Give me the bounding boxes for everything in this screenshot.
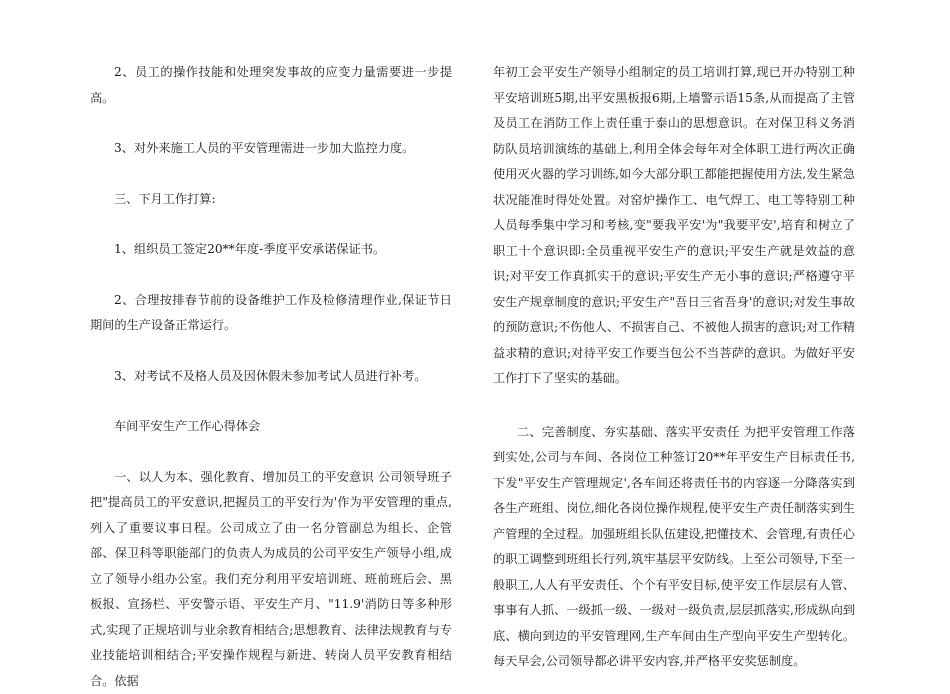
paragraph-contractors: 3、对外来施工人员的平安管理需进一步加大监控力度。	[90, 136, 452, 162]
paragraph-plan-1: 1、组织员工签定20**年度-季度平安承诺保证书。	[90, 237, 452, 263]
right-column	[493, 60, 855, 675]
paragraph-people-first: 一、以人为本、强化教育、增加员工的平安意识 公司领导班子把"提高员工的平安意识,把握员工的平安行为'作为平安管理的重点,列入了重要议事日程。公司成立了由一名分管副总为组长、企管部、保卫科等职能部门的负责人为成员的公司平安生产领导小组,成立了领导小组办公室。我们充分利用平安培训班、班前班后会、黑板报、宣扬栏、平安警示语、平安生产月、"11.9'消防日等多种形式,实现了正规培训与业余教育相结合;思想教育、法律法规教育与专业技能培训相结合;平安操作规程与新进、转岗人员平安教育相结合。依据	[90, 465, 452, 694]
paragraph-responsibility: 二、完善制度、夯实基础、落实平安责任 为把平安管理工作落到实处,公司与车间、各岗位工种签订20**年平安生产目标责任书,下发"平安生产管理规定',各车间还将责任书的内容逐一分降落实到各生产班组、岗位,细化各岗位操作规程,使平安生产责任制落实到生产管理的全过程。加强班组长队伍建设,把懂技术、会管理,有责任心的职工调整到班组长行列,筑牢基层平安防线。上至公司领导,下至一般职工,人人有平安责任、个个有平安目标,使平安工作层层有人管、事事有人抓、一级抓一级、一级对一级负责,层层抓落实,形成纵向到底、横向到边的平安管理网,生产车间由生产型向平安生产型转化。每天早会,公司领导都必讲平安内容,并严格平安奖惩制度。	[493, 420, 855, 675]
section-title-experience: 车间平安生产工作心得体会	[90, 414, 452, 440]
paragraph-plan-3: 3、对考试不及格人员及因休假未参加考试人员进行补考。	[90, 364, 452, 390]
paragraph-training-continued: 年初工会平安生产领导小组制定的员工培训打算,现已开办特别工种平安培训班5期,出平安黑板报6期,上墙警示语15条,从而提高了主管及员工在消防工作上责任重于泰山的思想意识。在对保卫科义务消防队员培训演练的基础上,利用全体会每年对全体职工进行两次正确使用灭火器的学习训练,如今大部分职工都能把握使用方法,发生紧急状况能准时得处处置。对窑炉操作工、电气焊工、电工等特别工种人员每季集中学习和考核,变"要我平安'为"我要平安',培育和树立了职工十个意识即:全员重视平安生产的意识;平安生产就是效益的意识;对平安工作真抓实干的意识;平安生产无小事的意识;严格遵守平安生产规章制度的意识;平安生产"吾日三省吾身'的意识;对发生事故的预防意识;不伤他人、不损害自己、不被他人损害的意识;对工作精益求精的意识;对待平安工作要当包公不当菩萨的意识。为做好平安工作打下了坚实的基础。	[493, 60, 855, 392]
heading-next-month-plan: 三、下月工作打算:	[90, 187, 452, 213]
paragraph-skills: 2、员工的操作技能和处理突发事故的应变力量需要进一步提高。	[90, 60, 452, 111]
paragraph-plan-2: 2、合理按排春节前的设备维护工作及检修清理作业,保证节日期间的生产设备正常运行。	[90, 288, 452, 339]
left-column	[90, 60, 452, 694]
